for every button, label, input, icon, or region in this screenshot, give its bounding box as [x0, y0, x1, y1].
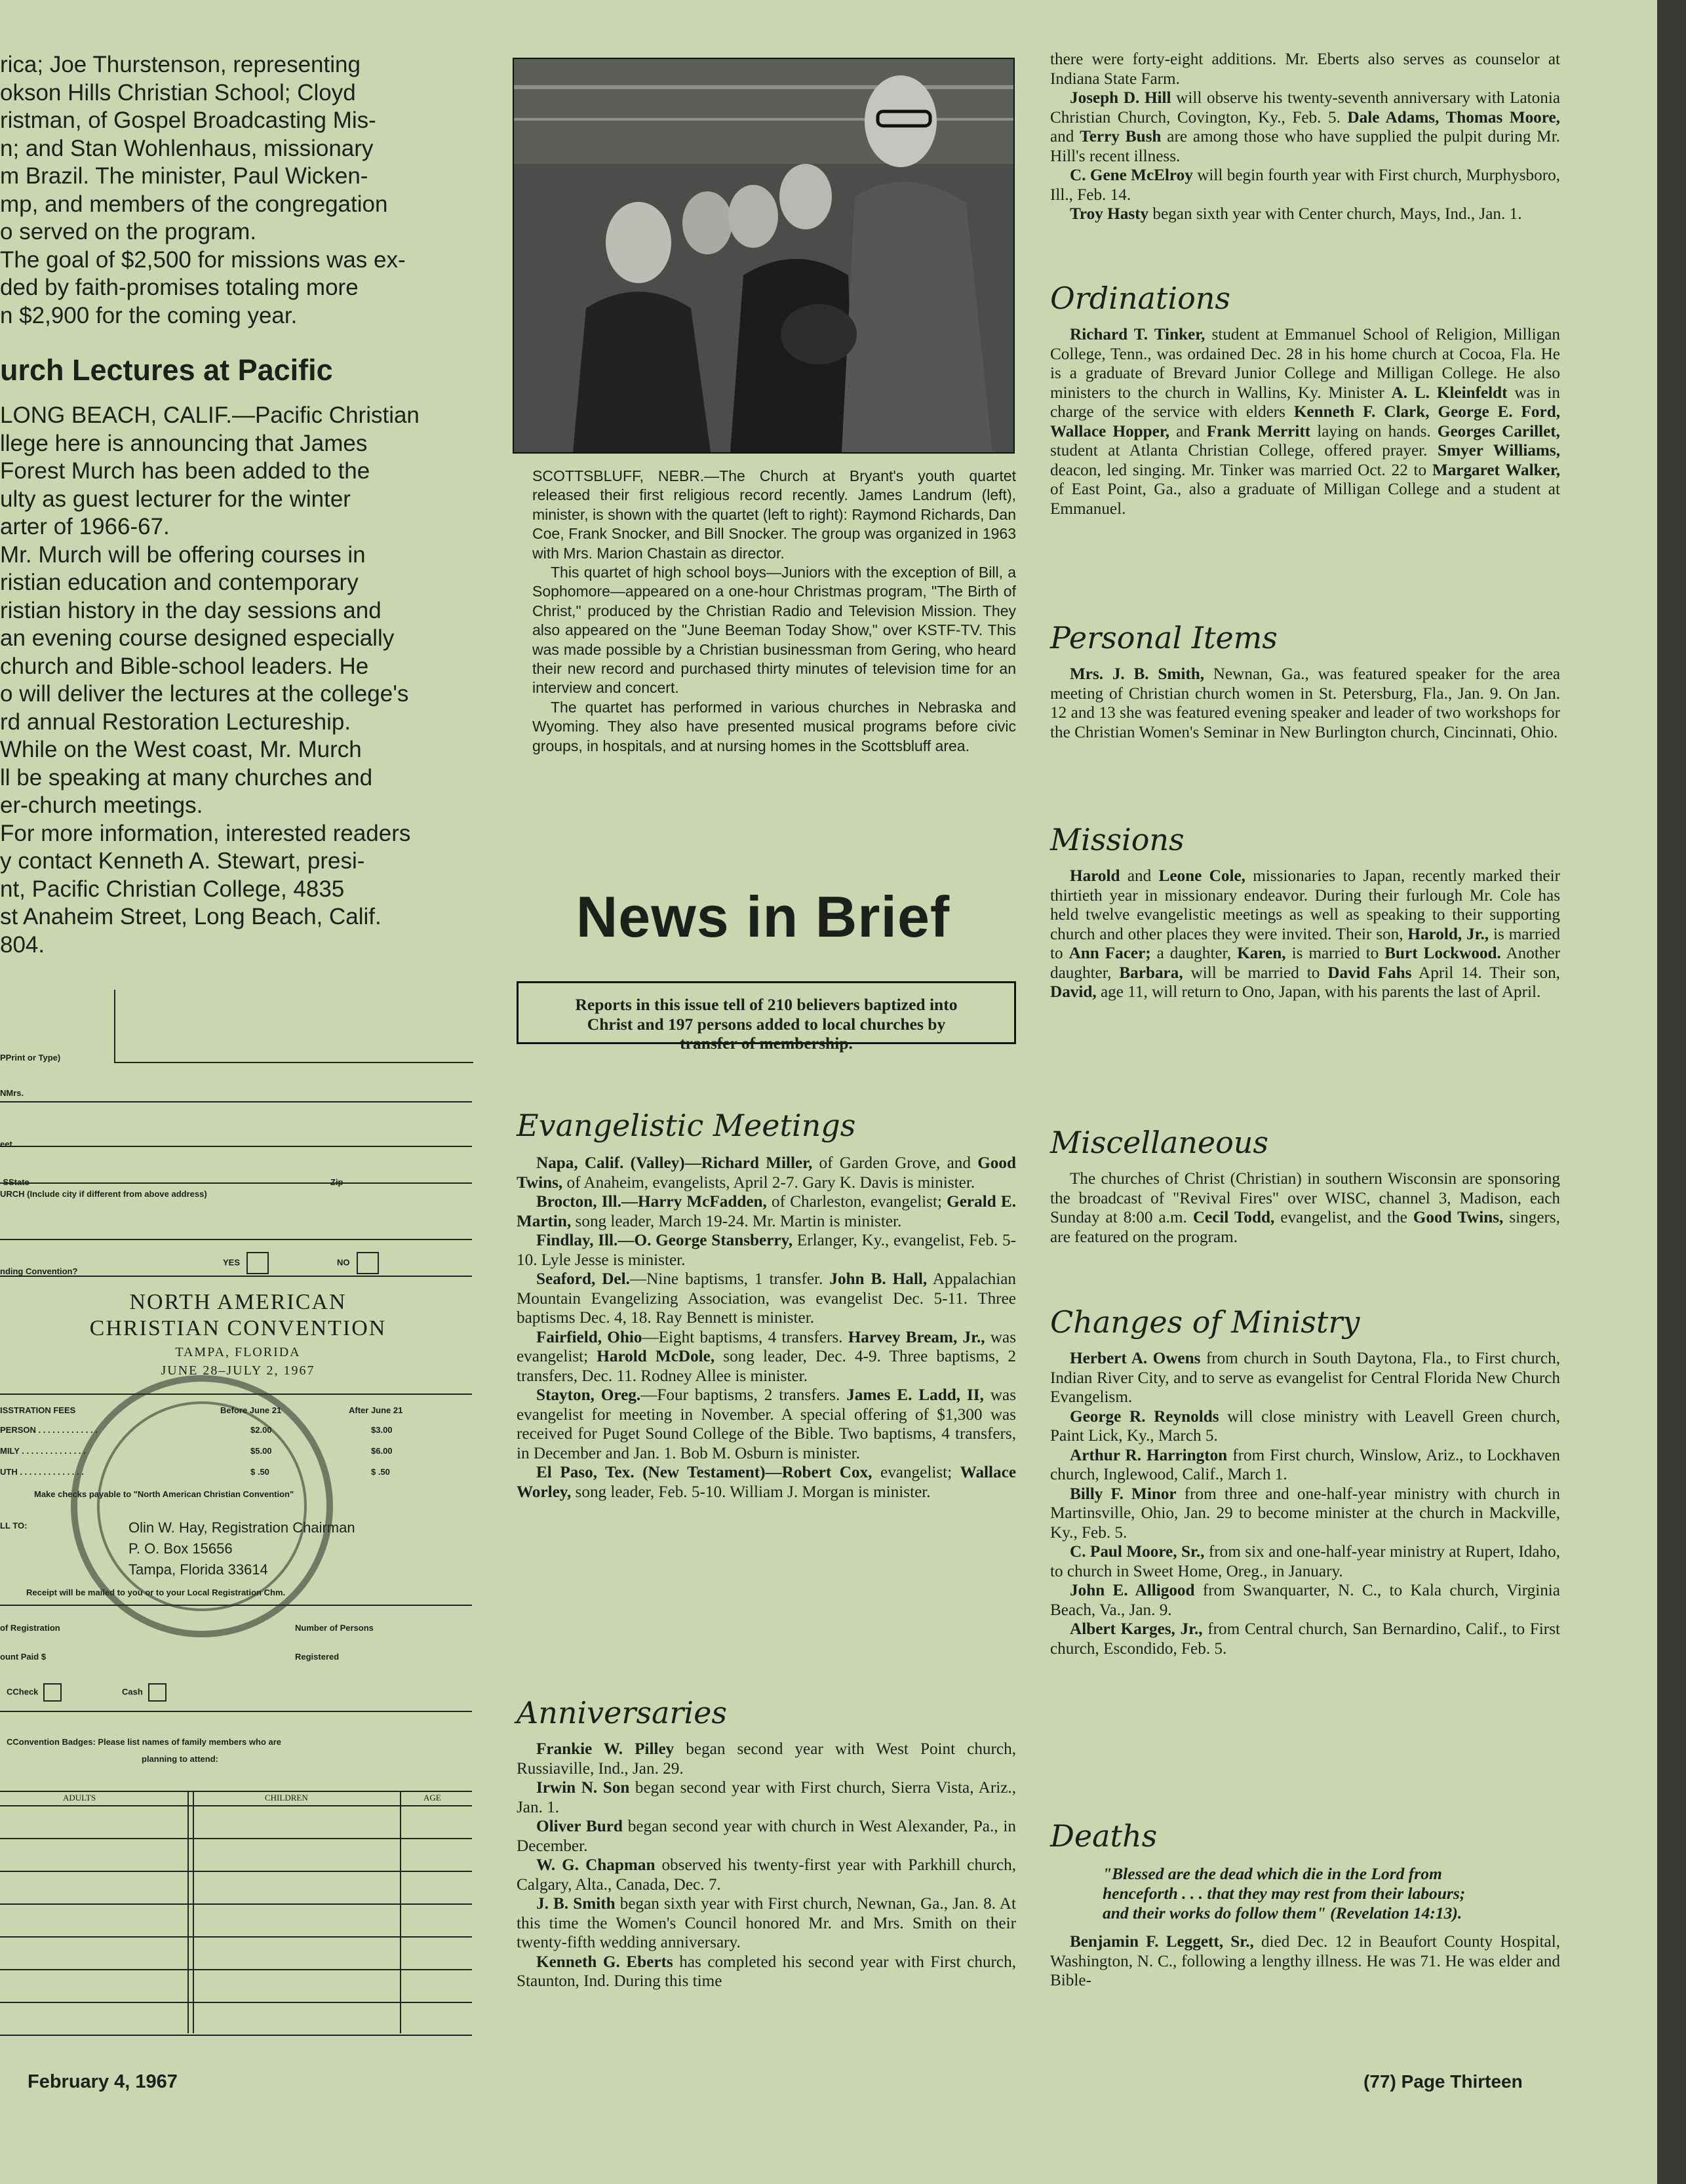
miscellaneous-section [1050, 1125, 1560, 1247]
changes-of-ministry-items [1050, 1349, 1560, 1658]
text-line: an evening course designed especially [0, 625, 395, 651]
text-line: y contact Kenneth A. Stewart, presi- [0, 848, 365, 874]
text-line: ll be speaking at many churches and [0, 764, 373, 790]
evangelistic-meetings-heading: Evangelistic Meetings [517, 1108, 856, 1143]
after-label: After June 21 [349, 1405, 403, 1415]
ordinations-heading: Ordinations [1050, 281, 1231, 316]
news-item: W. G. Chapman observed his twenty-first year with Parkhill church, Calgary, Alta., Canada, Dec. 7. [517, 1856, 1016, 1894]
badges-line-2: planning to attend: [142, 1754, 218, 1764]
fee-before: $ .50 [250, 1467, 269, 1477]
no-label: NO [337, 1257, 350, 1268]
mrs-label: NMrs. [0, 1088, 24, 1098]
anniversaries-items [517, 1740, 1016, 1991]
text-line: m Brazil. The minister, Paul Wicken- [0, 163, 368, 189]
news-item: Frankie W. Pilley began second year with West Point church, Russiaville, Ind., Jan. 29. [517, 1740, 1016, 1778]
news-item: Findlay, Ill.—O. George Stansberry, Erlanger, Ky., evangelist, Feb. 5-10. Lyle Jesse is minister. [517, 1232, 1016, 1269]
news-in-brief-summary-box [517, 981, 1016, 1053]
news-item: George R. Reynolds will close ministry with Leavell Green church, Paint Lick, Ky., March 5. [1050, 1407, 1560, 1445]
fee-before: $5.00 [250, 1446, 272, 1456]
text-line: arter of 1966-67. [0, 514, 170, 539]
before-label: Before June 21 [220, 1405, 282, 1415]
news-item: Oliver Burd began second year with church in West Alexander, Pa., in December. [517, 1818, 1016, 1855]
fee-label: PERSON . . . . . . . . . . . . . [0, 1425, 98, 1435]
text-line: o served on the program. [0, 219, 257, 244]
fee-label: MILY . . . . . . . . . . . . . . [0, 1446, 86, 1456]
text-line: ristman, of Gospel Broadcasting Mis- [0, 107, 376, 133]
state-label: -SState [0, 1177, 29, 1187]
missions-section [1050, 822, 1560, 1002]
evangelistic-meetings-section [517, 1108, 1016, 1502]
ordinations-items [1050, 325, 1560, 518]
table-row[interactable] [0, 1838, 472, 1839]
news-item: Napa, Calif. (Valley)—Richard Miller, of Garden Grove, and Good Twins, of Anaheim, evangelists, April 2-7. Gary K. Davis is minister. [517, 1154, 1016, 1192]
fees-label: ISSTRATION FEES [0, 1405, 76, 1415]
news-item: Herbert A. Owens from church in South Daytona, Fla., to First church, Indian River City, and to serve as evangelist for Central Florida New Church Evangelism. [1050, 1350, 1560, 1406]
personal-items-section [1050, 620, 1560, 742]
text-line: For more information, interested readers [0, 820, 411, 846]
intro-text [0, 51, 476, 330]
text-line: ded by faith-promises totaling more [0, 275, 359, 300]
text-line: church and Bible-school leaders. He [0, 653, 369, 679]
news-item: Harold and Leone Cole, missionaries to Japan, recently marked their thirtieth year in missionary endeavor. During their furlough Mr. Cole has held twelve evangelistic meetings as well as speaking to their supporting church and other places they were invited. Their son, Harold, Jr., is married to Ann Facer; a daughter, Karen, is married to Burt Lockwood. Another daughter, Barbara, will be married to David Fahs April 14. Their son, David, age 11, will return to Ono, Japan, with his parents the last of April. [1050, 867, 1560, 1001]
no-option[interactable] [337, 1252, 379, 1274]
no-checkbox[interactable] [357, 1252, 379, 1274]
text-line: o will deliver the lectures at the college's [0, 681, 409, 707]
news-item: Seaford, Del.—Nine baptisms, 1 transfer. John B. Hall, Appalachian Mountain Evangelizing Association, was evangelist Dec. 5-11. Three baptisms Dec. 4, 18. Ray Bennett is minister. [517, 1270, 1017, 1327]
yes-label: YES [223, 1257, 241, 1268]
personal-items [1050, 665, 1560, 742]
news-item: Irwin N. Son began second year with First church, Sierra Vista, Ariz., Jan. 1. [517, 1779, 1017, 1816]
table-row[interactable] [0, 1936, 472, 1938]
text-line: llege here is announcing that James [0, 430, 368, 456]
text-line: 804. [0, 931, 45, 958]
text-line: ristian education and contemporary [0, 570, 359, 595]
check-option[interactable] [7, 1683, 62, 1702]
check-checkbox[interactable] [43, 1683, 62, 1702]
page-edge-shadow [1657, 0, 1686, 2184]
news-item: J. B. Smith began sixth year with First church, Newnan, Ga., Jan. 8. At this time the Women's Council honored Mr. and Mrs. Smith on their twenty-fifth wedding anniversary. [517, 1895, 1016, 1951]
news-item: John E. Alligood from Swanquarter, N. C., to Kala church, Virginia Beach, Va., Jan. 9. [1050, 1582, 1560, 1619]
text-line: er-church meetings. [0, 792, 203, 818]
news-item: C. Gene McElroy will begin fourth year with First church, Murphysboro, Ill., Feb. 14. [1050, 166, 1561, 204]
yes-checkbox[interactable] [246, 1252, 269, 1274]
name-field[interactable] [114, 990, 473, 1063]
persons-label: Number of Persons [295, 1623, 374, 1633]
photo-caption [532, 467, 1016, 756]
news-item: Albert Karges, Jr., from Central church, San Bernardino, Calif., to First church, Escondido, Feb. 5. [1050, 1620, 1560, 1658]
text-line: While on the West coast, Mr. Murch [0, 737, 362, 762]
news-item: there were forty-eight additions. Mr. Eberts also serves as counselor at Indiana State Farm. [1050, 50, 1560, 88]
text-line: Mr. Murch will be offering courses in [0, 541, 366, 568]
mail-to-label: LL TO: [0, 1521, 28, 1531]
text-line: rica; Joe Thurstenson, representing [0, 52, 361, 77]
changes-of-ministry-section [1050, 1304, 1560, 1658]
table-row[interactable] [0, 1903, 472, 1905]
text-line: okson Hills Christian School; Cloyd [0, 79, 356, 106]
news-in-brief-summary: Reports in this issue tell of 210 believers baptized into Christ and 197 persons added to local churches by transfer of membership. [575, 995, 958, 1053]
text-line: LONG BEACH, CALIF.—Pacific Christian [0, 402, 420, 428]
table-row[interactable] [0, 2002, 472, 2003]
convention-title-1: NORTH AMERICAN [129, 1290, 347, 1314]
payable-line: Make checks payable to "North American Christian Convention" [34, 1489, 294, 1499]
fee-after: $3.00 [371, 1425, 393, 1435]
news-item: Arthur R. Harrington from First church, Winslow, Ariz., to Lockhaven church, Inglewood, Calif., March 1. [1050, 1446, 1560, 1483]
address-line-3: Tampa, Florida 33614 [128, 1561, 268, 1578]
check-label: CCheck [7, 1687, 39, 1697]
convention-title-2: CHRISTIAN CONVENTION [89, 1316, 387, 1340]
article-text [0, 402, 476, 959]
news-item: Fairfield, Ohio—Eight baptisms, 4 transfers. Harvey Bream, Jr., was evangelist; Harold McDole, song leader, Dec. 4-9. Three baptisms, 2 transfers, Dec. 11. Rodney Allee is minister. [517, 1328, 1016, 1385]
news-item: Mrs. J. B. Smith, Newnan, Ga., was featured speaker for the area meeting of Christian church women in St. Petersburg, Fla., Jan. 9. On Jan. 12 and 13 she was featured evening speaker and leader of two workshops for the Christian Women's Seminar in New Burlington church, Cincinnati, Ohio. [1050, 665, 1561, 741]
anniversaries-continued [1050, 50, 1560, 224]
fee-before: $2.00 [250, 1425, 272, 1435]
deaths-heading: Deaths [1050, 1818, 1158, 1854]
amount-label: ount Paid $ [0, 1652, 47, 1662]
news-item: The churches of Christ (Christian) in southern Wisconsin are sponsoring the broadcast of "Revival Fires" over WISC, channel 3, Madison, each Sunday at 8:00 a.m. Cecil Todd, evangelist, and the Good Twins, singers, are featured on the program. [1050, 1170, 1560, 1246]
text-line: Forest Murch has been added to the [0, 458, 370, 484]
anniversaries-section [517, 1695, 1016, 1991]
text-line: rd annual Restoration Lectureship. [0, 709, 351, 735]
deaths-section [1050, 1818, 1560, 1991]
page-number: (77) Page Thirteen [1363, 2071, 1523, 2092]
name-label: PPrint or Type) [0, 1053, 61, 1063]
text-line: The goal of $2,500 for missions was ex- [0, 246, 406, 273]
convention-dates: JUNE 28–JULY 2, 1967 [161, 1363, 315, 1378]
children-header: CHILDREN [265, 1793, 308, 1803]
cash-label: Cash [122, 1687, 143, 1697]
adults-header: ADULTS [63, 1793, 96, 1803]
payment-divider [0, 1711, 472, 1712]
ordinations-section [1050, 281, 1560, 518]
fee-label: UTH . . . . . . . . . . . . . . [0, 1467, 84, 1477]
state-field[interactable] [0, 1182, 472, 1184]
receipt-line: Receipt will be mailed to you or to your Local Registration Chm. [26, 1588, 286, 1597]
address-line-2: P. O. Box 15656 [128, 1540, 233, 1557]
missions-heading: Missions [1050, 822, 1185, 857]
left-column [0, 51, 476, 959]
attending-label: nding Convention? [0, 1266, 78, 1276]
badges-line-1: CConvention Badges: Please list names of family members who are [7, 1737, 282, 1747]
convention-seal-inner [97, 1401, 307, 1611]
text-line: nt, Pacific Christian College, 4835 [0, 876, 345, 902]
news-in-brief-title: News in Brief [576, 884, 951, 949]
table-row[interactable] [0, 1871, 472, 1872]
miscellaneous-heading: Miscellaneous [1050, 1125, 1269, 1160]
text-line: ristian history in the day sessions and [0, 597, 382, 623]
news-item: Stayton, Oreg.—Four baptisms, 2 transfers. James E. Ladd, II, was evangelist for meeting in November. A special offering of $1,300 was received for Puget Sound College of the Bible. Two baptisms, 4 transfers, in December and Jan. 1. Bob M. Osburn is minister. [517, 1386, 1017, 1462]
caption-paragraph: SCOTTSBLUFF, NEBR.—The Church at Bryant's youth quartet released their first religious record recently. James Landrum (left), minister, is shown with the quartet (left to right): Raymond Richards, Dan Coe, Frank Snocker, and Bill Snocker. The group was organized in 1963 with Mrs. Marion Chastain as director. [532, 467, 1016, 562]
anniversaries-heading: Anniversaries [517, 1695, 727, 1730]
evangelistic-items [517, 1154, 1016, 1502]
photo-illustration [514, 59, 1013, 452]
news-item: Troy Hasty began sixth year with Center church, Mays, Ind., Jan. 1. [1070, 205, 1522, 223]
changes-of-ministry-heading: Changes of Ministry [1050, 1304, 1360, 1340]
fee-after: $ .50 [371, 1467, 390, 1477]
news-item: Benjamin F. Leggett, Sr., died Dec. 12 in Beaufort County Hospital, Washington, N. C., following a lengthy illness. He was 71. He was elder and Bible- [1050, 1933, 1560, 1989]
text-line: n $2,900 for the coming year. [0, 302, 298, 328]
registered-label: Registered [295, 1652, 340, 1662]
text-line: st Anaheim Street, Long Beach, Calif. [0, 904, 382, 929]
text-line: ulty as guest lecturer for the winter [0, 486, 351, 512]
attending-line [0, 1276, 472, 1277]
deaths-scripture-quote: "Blessed are the dead which die in the Lord from henceforth . . . that they may rest from their labours; and their works do follow them" (Revelation 14:13). [1103, 1864, 1466, 1922]
text-line: mp, and members of the congregation [0, 191, 388, 217]
table-row[interactable] [0, 1969, 472, 1970]
news-item: El Paso, Tex. (New Testament)—Robert Cox, evangelist; Wallace Worley, song leader, Feb. 5-10. William J. Morgan is minister. [517, 1464, 1016, 1501]
street-field[interactable] [0, 1146, 472, 1147]
attendee-table [0, 1791, 476, 2033]
zip-label: Zip [330, 1177, 343, 1187]
mrs-field[interactable] [0, 1101, 472, 1102]
fee-after: $6.00 [371, 1446, 393, 1456]
address-line-1: Olin W. Hay, Registration Chairman [128, 1519, 355, 1536]
age-header: AGE [423, 1793, 441, 1803]
cash-option[interactable] [122, 1683, 167, 1702]
church-label: URCH (Include city if different from above address) [0, 1189, 207, 1199]
yes-option[interactable] [223, 1252, 269, 1274]
news-item: Billy F. Minor from three and one-half-year ministry with church in Martinsville, Ohio, Jan. 29 to become minister at the church in Mackville, Ky., Feb. 5. [1050, 1485, 1561, 1542]
deaths-items [1050, 1932, 1560, 1991]
street-label: eet [0, 1139, 12, 1149]
caption-paragraph: This quartet of high school boys—Juniors with the exception of Bill, a Sophomore—appeared on a one-hour Christmas program, "The Birth of Christ," produced by the Christian Radio and Television Mission. They also appeared on the "June Beeman Today Show," over KSTF-TV. This was made possible by a Christian businessman from Gering, who heard their new record and purchased thirty minutes of television time for an interview and concert. [532, 564, 1016, 697]
table-row[interactable] [0, 2035, 472, 2036]
caption-paragraph: The quartet has performed in various churches in Nebraska and Wyoming. They also have presented musical programs before civic groups, in hospitals, and at nursing homes in the Scottsbluff area. [532, 698, 1016, 754]
miscellaneous-items [1050, 1169, 1560, 1247]
church-field[interactable] [0, 1239, 472, 1240]
registration-label: of Registration [0, 1623, 60, 1633]
personal-items-heading: Personal Items [1050, 620, 1278, 655]
anniversaries-continued-items [1050, 50, 1560, 224]
text-line: n; and Stan Wohlenhaus, missionary [0, 135, 374, 161]
article-heading: urch Lectures at Pacific [0, 353, 333, 387]
news-item: Joseph D. Hill will observe his twenty-seventh anniversary with Latonia Christian Church, Covington, Ky., Feb. 5. Dale Adams, Thomas Moore, and Terry Bush are among those who have supplied the pulpit during Mr. Hill's recent illness. [1050, 89, 1561, 165]
news-item: Richard T. Tinker, student at Emmanuel School of Religion, Milligan College, Tenn., was ordained Dec. 28 in his home church at Cocoa, Fla. He is a graduate of Brevard Junior College and Milligan College. He also ministers to the church in Wallins, Ky. Minister A. L. Kleinfeldt was in charge of the service with elders Kenneth F. Clark, George E. Ford, Wallace Hopper, and Frank Merritt laying on hands. Georges Carillet, student at Atlanta Christian College, offered prayer. Smyer Williams, deacon, led singing. Mr. Tinker was married Oct. 22 to Margaret Walker, of East Point, Ga., also a graduate of Milligan College and a student at Emmanuel. [1050, 326, 1561, 518]
missions-items [1050, 867, 1560, 1002]
news-item: Kenneth G. Eberts has completed his second year with First church, Staunton, Ind. During this time [517, 1953, 1016, 1990]
quartet-photo [513, 58, 1015, 454]
news-item: C. Paul Moore, Sr., from six and one-half-year ministry at Rupert, Idaho, to church in Sweet Home, Oreg., in January. [1050, 1543, 1560, 1580]
issue-date: February 4, 1967 [28, 2071, 178, 2092]
news-item: Brocton, Ill.—Harry McFadden, of Charleston, evangelist; Gerald E. Martin, song leader, March 19-24. Mr. Martin is minister. [517, 1193, 1016, 1230]
cash-checkbox[interactable] [148, 1683, 167, 1702]
convention-place: TAMPA, FLORIDA [175, 1345, 301, 1359]
